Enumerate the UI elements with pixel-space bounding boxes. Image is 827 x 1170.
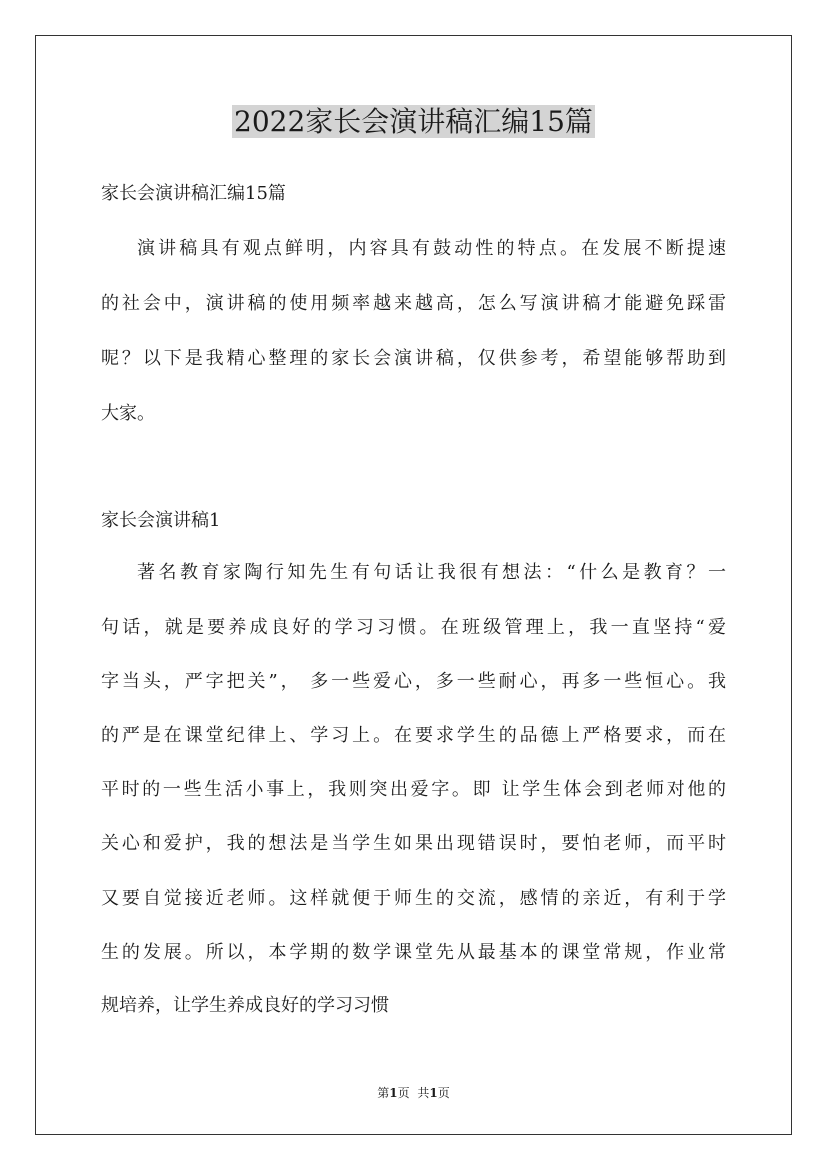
- section-line-8: 生的发展。所以，本学期的数学课堂先从最基本的课堂常规，作业常: [101, 942, 726, 963]
- section-line-9: 规培养，让学生养成良好的学习习惯: [101, 995, 389, 1016]
- section-line-1: 著名教育家陶行知先生有句话让我很有想法：“什么是教育？一: [137, 562, 726, 583]
- footer-total-number: 1: [429, 1086, 438, 1100]
- footer-page-suffix: 页: [397, 1086, 410, 1100]
- intro-line-3: 呢？以下是我精心整理的家长会演讲稿，仅供参考，希望能够帮助到: [101, 348, 726, 369]
- footer-total-prefix: 共: [417, 1086, 430, 1100]
- footer-page-prefix: 第: [377, 1086, 390, 1100]
- page-footer: [0, 1085, 827, 1101]
- section-line-6: 关心和爱护，我的想法是当学生如果出现错误时，要怕老师，而平时: [101, 833, 726, 854]
- document-title-text: 2022家长会演讲稿汇编15篇: [234, 105, 593, 138]
- section-heading: 家长会演讲稿1: [101, 510, 221, 531]
- section-line-4: 的严是在课堂纪律上、学习上。在要求学生的品德上严格要求，而在: [101, 725, 726, 746]
- section-line-2: 句话，就是要养成良好的学习习惯。在班级管理上，我一直坚持“爱: [101, 617, 726, 638]
- section-line-3: 字当头，严字把关”， 多一些爱心，多一些耐心，再多一些恒心。我: [101, 671, 726, 692]
- intro-line-1: 演讲稿具有观点鲜明，内容具有鼓动性的特点。在发展不断提速: [137, 238, 726, 259]
- section-line-7: 又要自觉接近老师。这样就便于师生的交流，感情的亲近，有利于学: [101, 888, 726, 909]
- intro-line-2: 的社会中，演讲稿的使用频率越来越高，怎么写演讲稿才能避免踩雷: [101, 293, 726, 314]
- document-title: [0, 100, 827, 144]
- footer-page-number: 1: [389, 1086, 398, 1100]
- document-subtitle: 家长会演讲稿汇编15篇: [101, 183, 286, 204]
- section-line-5: 平时的一些生活小事上，我则突出爱字。即 让学生体会到老师对他的: [101, 779, 726, 800]
- footer-total-suffix: 页: [437, 1086, 450, 1100]
- intro-line-4: 大家。: [101, 403, 155, 424]
